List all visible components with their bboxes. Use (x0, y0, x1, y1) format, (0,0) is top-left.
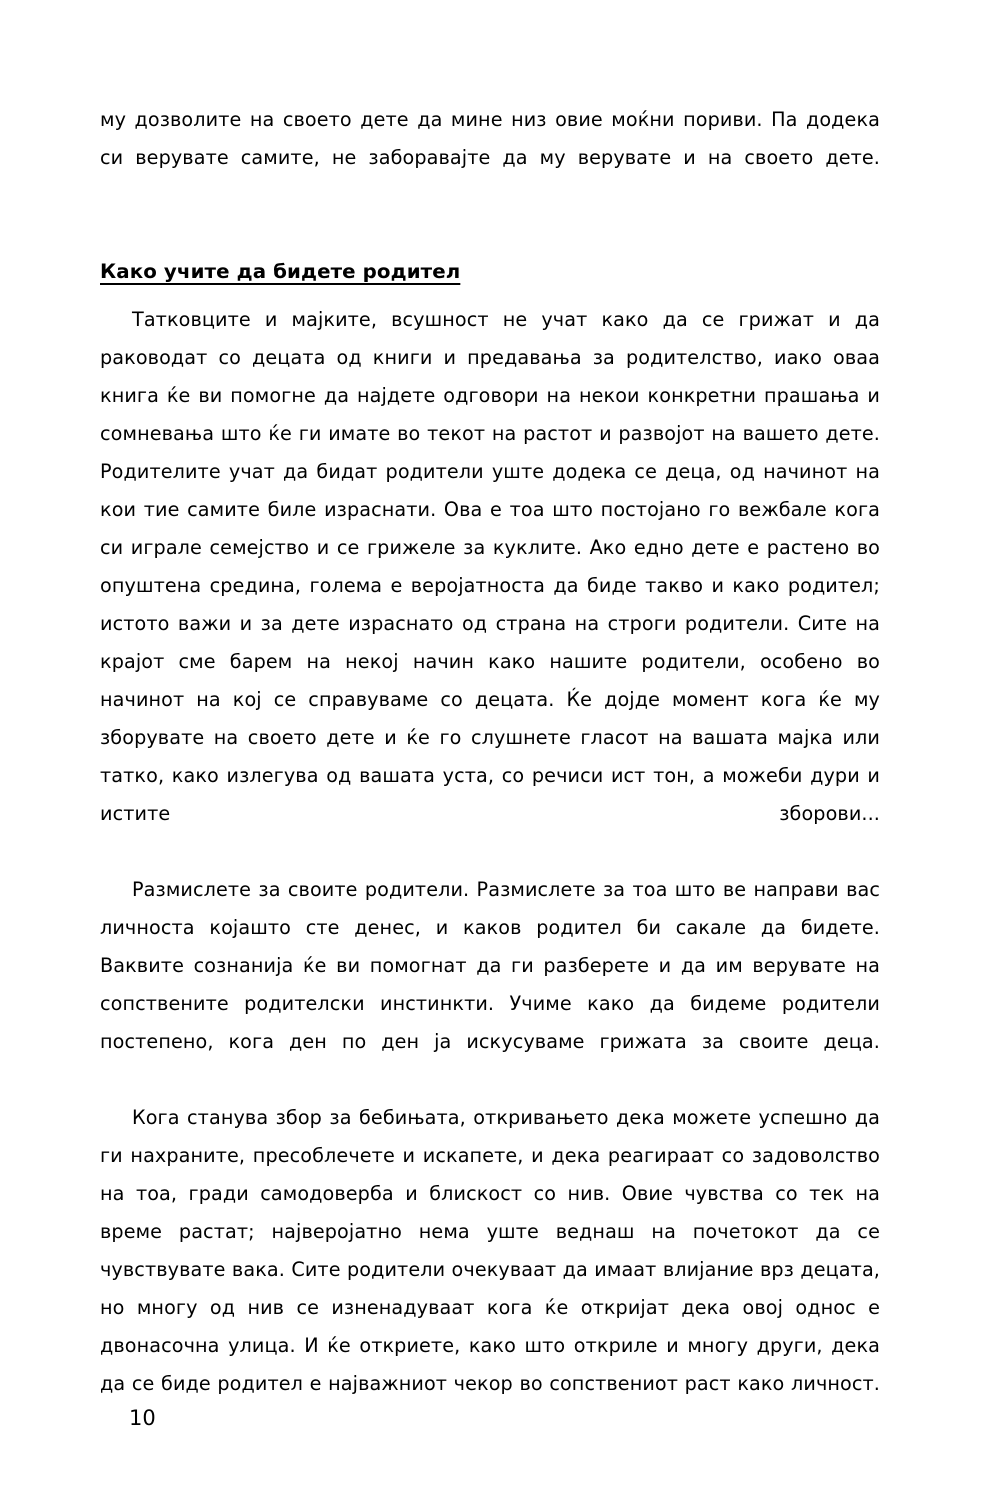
body-paragraph-2: Размислете за своите родители. Размислете за тоа што ве направи вас личноста којашто сте денес, и каков родител би сакале да бидете. Ваквите сознанија ќе ви помогнат да ги разберете и да им верувате на сопствените родителски инстинкти. Учиме како да бидеме родители постепено, кога ден по ден ја искусуваме грижата за своите деца. (100, 878, 880, 1053)
body-paragraph-3: Кога станува збор за бебињата, откривањето дека можете успешно да ги нахраните, пресоблечете и искапете, и дека реагираат со задоволство на тоа, гради самодоверба и блискост со нив. Овие чувства со тек на време растат; најверојатно нема уште веднаш на почетокот да се чувствувате вака. Сите родители очекуваат да имаат влијание врз децата, но многу од нив се изненадуваат кога ќе откријат дека овој однос е двонасочна улица. И ќе откриете, како што открилe и многу други, дека да се биде родител е најважниот чекор во сопствениот раст како личност. (100, 1106, 880, 1395)
continuation-paragraph: му дозволите на своето дете да мине низ овие моќни пориви. Па додека си верувате самите, не заборавајте да му верувате и на своето дете. (100, 108, 880, 169)
page-number: 10 (129, 1406, 156, 1430)
text-column (100, 101, 880, 1441)
body-paragraph-1: Татковците и мајките, всушност не учат како да се грижат и да раководат со децата од книги и предавања за родителство, иако оваа книга ќе ви помогне да најдете одговори на некои конкретни прашања и сомневања што ќе ги имате во текот на растот и развојот на вашето дете. Родителите учат да бидат родители уште додека се деца, од начинот на кои тие самите биле израснати. Ова е тоа што постојано го вежбале кога си играле семејство и се грижеле за куклите. Ако едно дете е растено во опуштена средина, голема е веројатноста да биде такво и како родител; истото важи и за дете израснато од страна на строги родители. Сите на крајот сме барем на некој начин како нашите родители, особено во начинот на кој се справуваме со децата. Ќе дојде момент кога ќе му зборувате на своето дете и ќе го слушнете гласот на вашата мајка или татко, како излегува од вашата уста, со речиси ист тон, а можеби дури и истите зборови... (100, 308, 880, 825)
section-heading-block (100, 215, 880, 301)
section-heading: Како учите да бидете родител (100, 260, 461, 283)
